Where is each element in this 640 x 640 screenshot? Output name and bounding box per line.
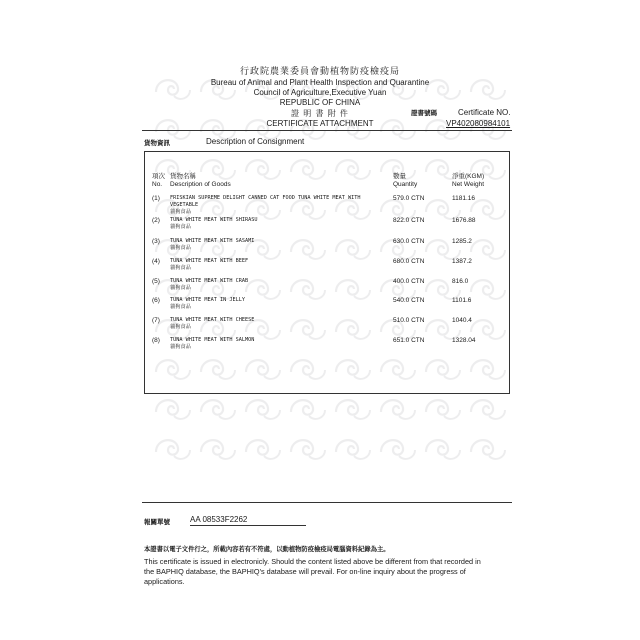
footer-divider — [142, 502, 512, 503]
header-qty-chinese: 數量 — [393, 173, 406, 180]
org-name-chinese: 行政院農業委員會動植物防疫檢疫局 — [239, 66, 400, 76]
cert-number-label-chinese: 證書號碼 — [411, 110, 437, 117]
table-row: (2) TUNA WHITE MEAT WITH SHIRASU 貓狗食品 822.0 CTN 1676.88 — [152, 217, 476, 230]
ref-number: AA 08533F2262 — [190, 515, 306, 526]
notice-english-line-1: This certificate is issued in electronicly. Should the content listed above be different from that recorded in — [144, 557, 481, 566]
notice-english-line-2: the BAPHIQ database, the BAPHIQ's database will prevail. For on-line inquiry about the progress of — [144, 567, 466, 576]
notice-chinese: 本證書以電子文件行之，所載內容若有不符處，以動植物防疫檢疫局電腦資料紀錄為主。 — [144, 546, 390, 553]
council-name: Council of Agriculture,Executive Yuan — [253, 88, 387, 97]
header-no-chinese: 項次 — [152, 173, 165, 180]
consignment-label-chinese: 貨物資訊 — [144, 140, 170, 147]
table-row: (4) TUNA WHITE MEAT WITH BEEF 貓狗食品 680.0 CTN 1387.2 — [152, 258, 472, 271]
doc-title-chinese: 證 明 書 附 件 — [291, 109, 349, 118]
country-name: REPUBLIC OF CHINA — [279, 98, 361, 107]
table-row: (8) TUNA WHITE MEAT WITH SALMON 貓狗食品 651.0 CTN 1328.04 — [152, 337, 476, 350]
header-desc-english: Description of Goods — [170, 181, 231, 188]
cert-number-label-english: Certificate NO. — [458, 108, 511, 117]
table-row: (5) TUNA WHITE MEAT WITH CRAB 貓狗食品 400.0 CTN 816.0 — [152, 278, 469, 291]
header-qty-english: Quantity — [393, 181, 418, 188]
org-name-english: Bureau of Animal and Plant Health Inspection and Quarantine — [210, 78, 430, 87]
table-row: (3) TUNA WHITE MEAT WITH SASAMI 貓狗食品 630.0 CTN 1285.2 — [152, 238, 472, 251]
ref-label-chinese: 報關單號 — [144, 519, 170, 526]
doc-title-english: CERTIFICATE ATTACHMENT — [266, 119, 374, 128]
header-divider — [142, 130, 512, 131]
cert-number: VP402080984101 — [446, 119, 511, 128]
header-desc-chinese: 貨物名稱 — [170, 173, 196, 180]
consignment-label-english: Description of Consignment — [206, 137, 305, 146]
table-row: (6) TUNA WHITE MEAT IN JELLY 貓狗食品 540.0 CTN 1101.6 — [152, 297, 472, 310]
header-weight-english: Net Weight — [452, 181, 485, 188]
table-row: (7) TUNA WHITE MEAT WITH CHEESE 貓狗食品 510.0 CTN 1040.4 — [152, 317, 472, 330]
table-row: (1) FRISKIAN SUPREME DELIGHT CANNED CAT FOOD TUNA WHITE MEAT WITH VEGETABLE 貓狗食品 579.0 CTN 1181.16 — [152, 195, 476, 215]
table-header — [145, 173, 511, 191]
header-weight-chinese: 淨重(KGM) — [452, 173, 485, 180]
header-no-english: No. — [152, 181, 163, 188]
notice-english-line-3: applications. — [144, 577, 185, 586]
goods-table — [144, 151, 510, 394]
